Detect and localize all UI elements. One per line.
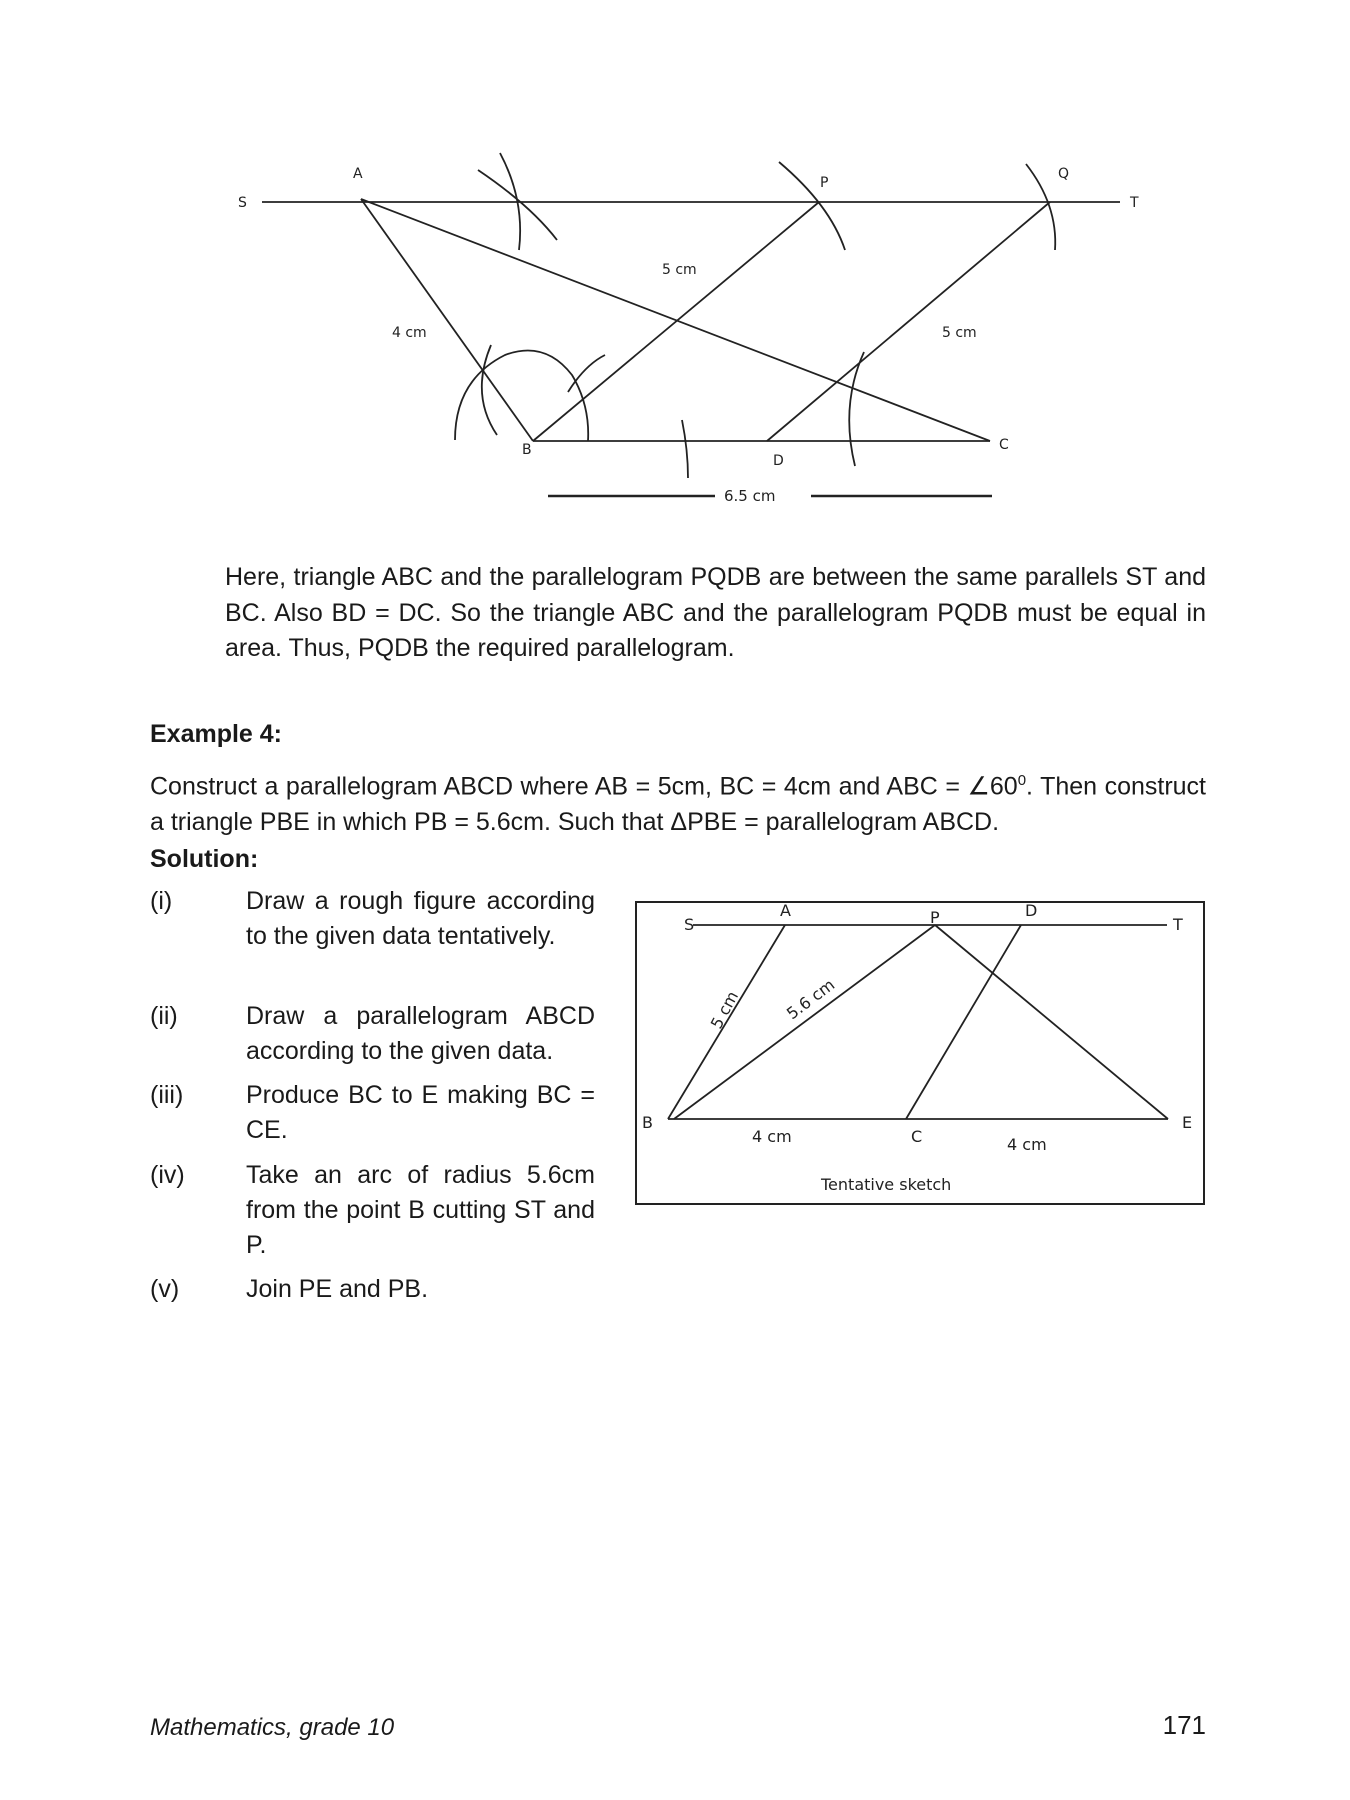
page-number: 171	[1162, 1710, 1206, 1740]
label-t: T	[1173, 915, 1183, 934]
arc	[779, 162, 845, 250]
label-c: C	[999, 437, 1009, 453]
segment-dq	[767, 202, 1050, 441]
label-b: B	[642, 1113, 653, 1132]
label-p: P	[820, 175, 829, 191]
sketch-caption: Tentative sketch	[821, 1175, 952, 1194]
measure-bc: 6.5 cm	[724, 487, 776, 505]
step-number: (ii)	[150, 1002, 178, 1030]
statement-part-1: Construct a parallelogram ABCD where AB = 5cm, BC = 4cm and ABC = ∠60	[150, 772, 1018, 801]
example-heading: Example 4:	[150, 720, 283, 748]
segment-pe	[935, 925, 1168, 1119]
label-t: T	[1130, 195, 1139, 211]
label-a: A	[353, 166, 363, 182]
segment-ac	[361, 199, 990, 441]
segment-bp	[533, 202, 819, 441]
degree-sup: 0	[1017, 772, 1027, 789]
measure-bp: 5.6 cm	[782, 974, 839, 1024]
step-number: (iii)	[150, 1081, 184, 1109]
measure-ab: 5 cm	[706, 987, 743, 1032]
sketch-box	[636, 902, 1204, 1204]
step-number: (iv)	[150, 1161, 185, 1189]
step-text: Join PE and PB.	[246, 1275, 429, 1303]
measure-dq: 5 cm	[942, 325, 977, 341]
step-number: (v)	[150, 1275, 180, 1303]
solution-heading: Solution:	[150, 845, 259, 873]
measure-bp: 5 cm	[662, 262, 697, 278]
label-a: A	[780, 901, 791, 920]
measure-bc: 4 cm	[752, 1127, 792, 1146]
footer-book-title: Mathematics, grade 10	[150, 1714, 395, 1741]
explanation-paragraph: Here, triangle ABC and the parallelogram PQDB are between the same parallels ST and BC. Also BD = DC. So the triangle ABC and the parallelogram PQDB must be equal in area. Thus, PQDB the required parallelogram.	[225, 563, 1206, 662]
label-p: P	[930, 908, 940, 927]
arc	[682, 420, 688, 478]
arc	[1026, 164, 1055, 250]
label-d: D	[1025, 901, 1038, 920]
statement-part-2: . Then construct a triangle PBE in which PB = 5.6cm. Such that ΔPBE = parallelogram ABCD.	[150, 772, 1206, 836]
label-c: C	[911, 1127, 923, 1146]
step-text: Draw a parallelogram ABCD according to the given data.	[246, 1002, 595, 1065]
example-statement	[150, 763, 1206, 840]
measure-ab: 4 cm	[392, 325, 427, 341]
arc	[455, 351, 588, 442]
label-s: S	[684, 915, 695, 934]
arc	[482, 345, 497, 435]
label-b: B	[522, 442, 532, 458]
label-e: E	[1182, 1113, 1193, 1132]
label-d: D	[773, 453, 784, 469]
label-q: Q	[1058, 166, 1070, 182]
step-text: Take an arc of radius 5.6cm from the point B cutting ST and P.	[246, 1161, 595, 1259]
step-text: Draw a rough figure according to the given data tentatively.	[246, 887, 595, 950]
segment-dc	[906, 925, 1021, 1119]
step-text: Produce BC to E making BC = CE.	[246, 1081, 595, 1144]
label-s: S	[238, 195, 247, 211]
segment-ab	[361, 199, 533, 441]
measure-ce: 4 cm	[1007, 1135, 1047, 1154]
step-number: (i)	[150, 887, 173, 915]
